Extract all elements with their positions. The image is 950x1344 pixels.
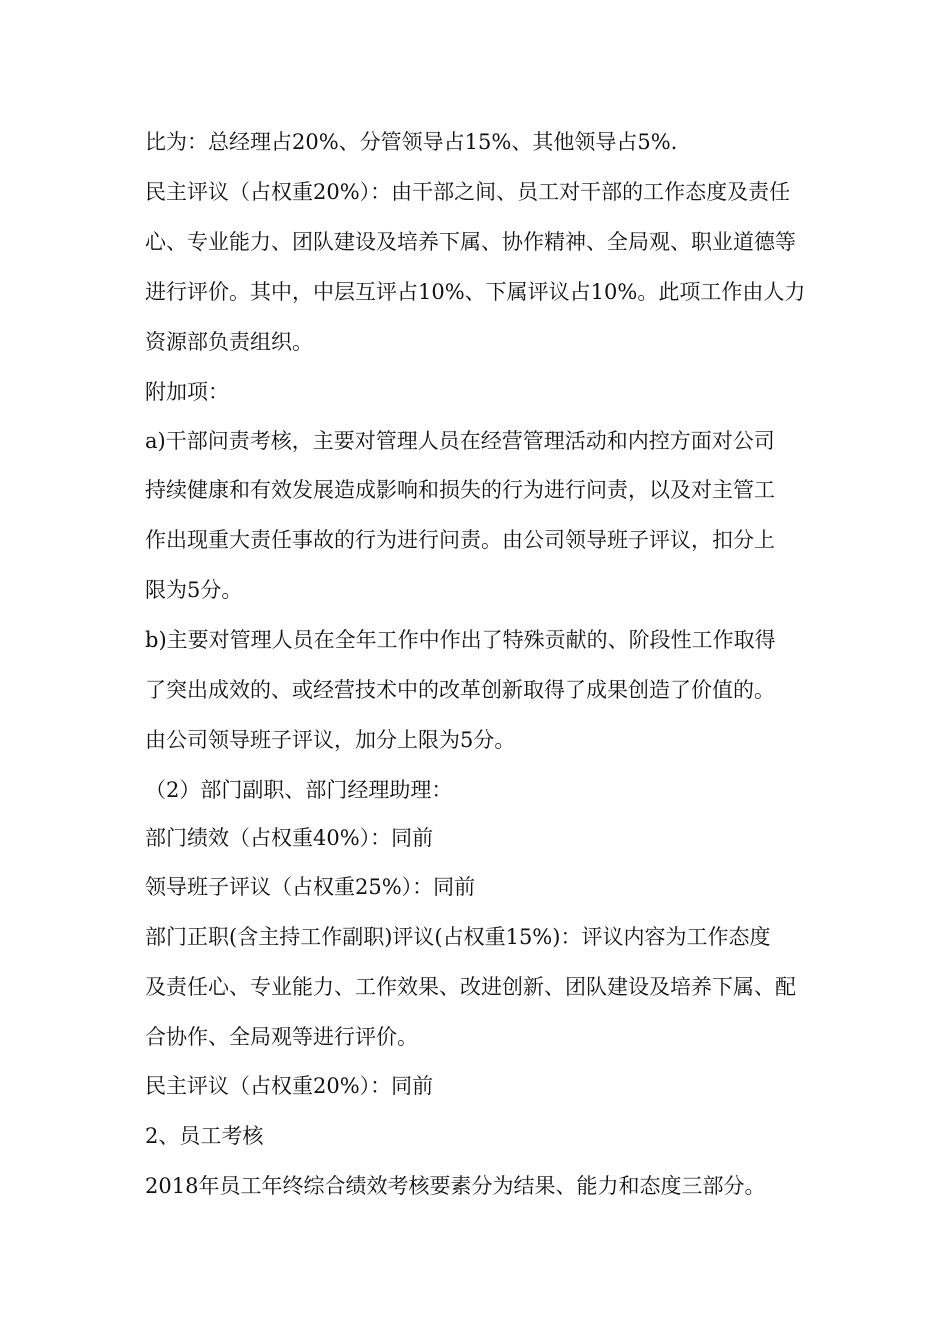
section-heading: 2、员工考核 xyxy=(145,1124,264,1148)
text-line: 资源部负责组织。 xyxy=(145,330,313,354)
text-line: 持续健康和有效发展造成影响和损失的行为进行问责，以及对主管工 xyxy=(145,478,775,502)
text-line: a)干部问责考核，主要对管理人员在经营管理活动和内控方面对公司 xyxy=(145,429,775,453)
text-line: 2018年员工年终综合绩效考核要素分为结果、能力和态度三部分。 xyxy=(145,1174,766,1198)
text-line: 进行评价。其中，中层互评占10%、下属评议占10%。此项工作由人力 xyxy=(145,280,806,304)
text-line: 部门绩效（占权重40%）：同前 xyxy=(145,826,434,850)
text-line: 比为：总经理占20%、分管领导占15%、其他领导占5%. xyxy=(145,130,678,154)
text-line: 部门正职(含主持工作副职)评议(占权重15%)：评议内容为工作态度 xyxy=(145,925,771,949)
text-line: 民主评议（占权重20%）：同前 xyxy=(145,1074,434,1098)
text-line: 及责任心、专业能力、工作效果、改进创新、团队建设及培养下属、配 xyxy=(145,975,796,999)
text-line: 民主评议（占权重20%）：由干部之间、员工对干部的工作态度及责任 xyxy=(145,180,791,204)
text-line: 心、专业能力、团队建设及培养下属、协作精神、全局观、职业道德等 xyxy=(145,230,796,254)
text-line: 由公司领导班子评议，加分上限为5分。 xyxy=(145,728,516,752)
text-line: 领导班子评议（占权重25%）：同前 xyxy=(145,875,476,899)
text-line: 合协作、全局观等进行评价。 xyxy=(145,1025,418,1049)
section-label: 附加项： xyxy=(145,380,229,404)
text-line: 作出现重大责任事故的行为进行问责。由公司领导班子评议，扣分上 xyxy=(145,528,775,552)
section-heading: （2）部门副职、部门经理助理： xyxy=(145,778,453,802)
text-line: 了突出成效的、或经营技术中的改革创新取得了成果创造了价值的。 xyxy=(145,678,775,702)
text-line: b)主要对管理人员在全年工作中作出了特殊贡献的、阶段性工作取得 xyxy=(145,628,776,652)
text-line: 限为5分。 xyxy=(145,578,243,602)
